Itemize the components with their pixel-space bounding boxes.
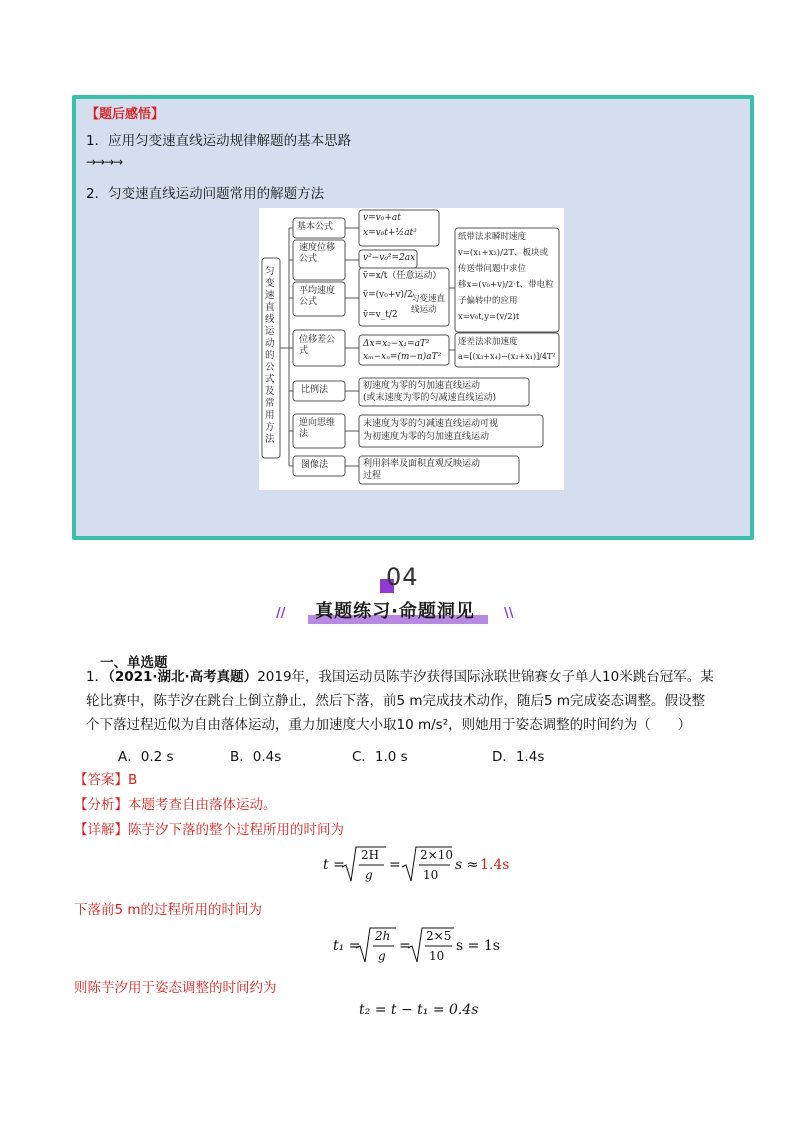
detail-avg-side: 匀变速直线运动	[411, 294, 446, 315]
detail-ratio-1: 初速度为零的匀加速直线运动	[363, 381, 481, 391]
detail-avg-1: v̄=x/t（任意运动）	[363, 271, 442, 281]
detail-text-2: 下落前5 m的过程所用的时间为	[74, 902, 263, 918]
option-c[interactable]: C．1.0 s	[352, 749, 408, 765]
summary-arrows: →→→→	[86, 155, 123, 169]
mindmap-root: 匀变速直线运动的公式及常用方法	[265, 266, 275, 445]
formula-2-den1: g	[378, 949, 386, 963]
note1-line2: v=(x₁+x₂)/2T、板块或	[458, 248, 549, 258]
formula-1-unit: s ≈	[455, 857, 479, 873]
question-stem	[86, 665, 726, 689]
formula-1-den1: g	[365, 868, 373, 882]
analysis-tag: 【分析】	[74, 797, 128, 813]
branch-graph-method: 图像法	[301, 460, 329, 470]
formula-1-eq: =	[389, 857, 401, 873]
question-line-1: 2019年，我国运动员陈芋汐获得国际泳联世锦赛女子单人10米跳台冠军。某	[257, 669, 714, 685]
formula-1-den2: 10	[423, 868, 439, 882]
formula-1-num2: 2×10	[420, 848, 453, 862]
formula-1-num1: 2H	[361, 848, 380, 862]
note1-line1: 纸带法求瞬时速度	[458, 232, 527, 242]
note2-line2: a=[(x₃+x₄)−(x₂+x₁)]/4T²	[458, 352, 556, 361]
detail-diff-2: xₘ−xₙ=(m−n)aT²	[363, 352, 442, 362]
method-mindmap	[259, 208, 564, 490]
option-a[interactable]: A．0.2 s	[118, 749, 174, 765]
branch-basic-formula: 基本公式	[297, 222, 334, 232]
answer-value: B	[128, 772, 138, 788]
detail-text-3: 则陈芋汐用于姿态调整的时间约为	[74, 980, 277, 996]
formula-2-eq: =	[399, 938, 411, 954]
section-right-slashes: \\	[504, 606, 514, 621]
detail-graph-1: 利用斜率及面积直观反映运动	[363, 459, 481, 469]
summary-point-1: 1．应用匀变速直线运动规律解题的基本思路	[86, 133, 352, 149]
detail-reverse-2: 为初速度为零的匀加速直线运动	[363, 432, 490, 442]
section-left-slashes: //	[276, 606, 286, 621]
question-line-2: 轮比赛中，陈芋汐在跳台上倒立静止，然后下落，前5 m完成技术动作，随后5 m完成姿态调整。假设整	[86, 693, 706, 709]
detail-line	[74, 818, 344, 842]
answer-tag: 【答案】	[74, 772, 128, 788]
option-d[interactable]: D．1.4s	[492, 749, 545, 765]
note2-line1: 逐差法求加速度	[458, 337, 518, 347]
question-line-3: 个下落过程近似为自由落体运动，重力加速度大小取10 m/s²，则她用于姿态调整的时间约为（ ）	[86, 717, 692, 733]
detail-reverse-1: 末速度为零的匀减速直线运动可视	[363, 419, 499, 429]
branch-average-velocity: 平均速度公式	[299, 286, 336, 307]
formula-1-result: 1.4s	[480, 857, 510, 873]
detail-basic-2: x=v₀t+½at²	[363, 228, 417, 238]
detail-vel-disp: v²−v₀²=2ax	[363, 253, 416, 263]
detail-diff-1: Δx=x₂−x₁=aT²	[363, 339, 430, 349]
branch-displacement-difference: 位移差公式	[299, 335, 336, 356]
formula-2-result: s = 1s	[456, 938, 500, 954]
answer-line	[74, 768, 137, 792]
note1-line6: x=v₀t,y=(v/2)t	[458, 312, 520, 322]
detail-tag: 【详解】	[74, 822, 128, 838]
option-b[interactable]: B．0.4s	[230, 749, 282, 765]
note1-line4: 移x=(v₀+v)/2·t、带电粒	[458, 280, 554, 290]
analysis-line	[74, 793, 277, 817]
question-source: （2021·湖北·高考真题）	[108, 669, 258, 685]
formula-1-lhs: t =	[323, 857, 345, 873]
formula-2-num2: 2×5	[426, 929, 452, 943]
note1-line5: 子偏转中的应用	[458, 296, 518, 306]
summary-point-2: 2．匀变速直线运动问题常用的解题方法	[86, 186, 325, 202]
summary-header: 【题后感悟】	[86, 107, 165, 122]
formula-2-lhs: t₁ =	[333, 938, 361, 954]
analysis-text: 本题考查自由落体运动。	[128, 797, 277, 813]
detail-graph-2: 过程	[363, 471, 382, 481]
formula-2-den2: 10	[429, 949, 445, 963]
question-number: 1．	[86, 669, 109, 685]
branch-reverse-thinking: 逆向思维法	[299, 418, 336, 439]
formula-3: t₂ = t − t₁ = 0.4s	[359, 1002, 479, 1018]
category-title: 一、单选题	[100, 655, 168, 671]
detail-ratio-2: (或末速度为零的匀减速直线运动)	[363, 393, 497, 403]
branch-velocity-displacement: 速度位移公式	[299, 243, 336, 264]
section-number: 04	[386, 563, 419, 591]
branch-ratio-method: 比例法	[301, 385, 329, 395]
detail-basic-1: v=v₀+at	[363, 213, 401, 223]
detail-text-1: 陈芋汐下落的整个过程所用的时间为	[128, 822, 344, 838]
formula-2-num1: 2h	[375, 929, 391, 943]
note1-line3: 传送带问题中求位	[458, 264, 527, 274]
section-title: 真题练习·命题洞见	[315, 601, 475, 622]
detail-avg-2: v̄=(v₀+v)/2	[363, 290, 413, 300]
detail-avg-3: v̄=v_t/2	[363, 310, 398, 320]
